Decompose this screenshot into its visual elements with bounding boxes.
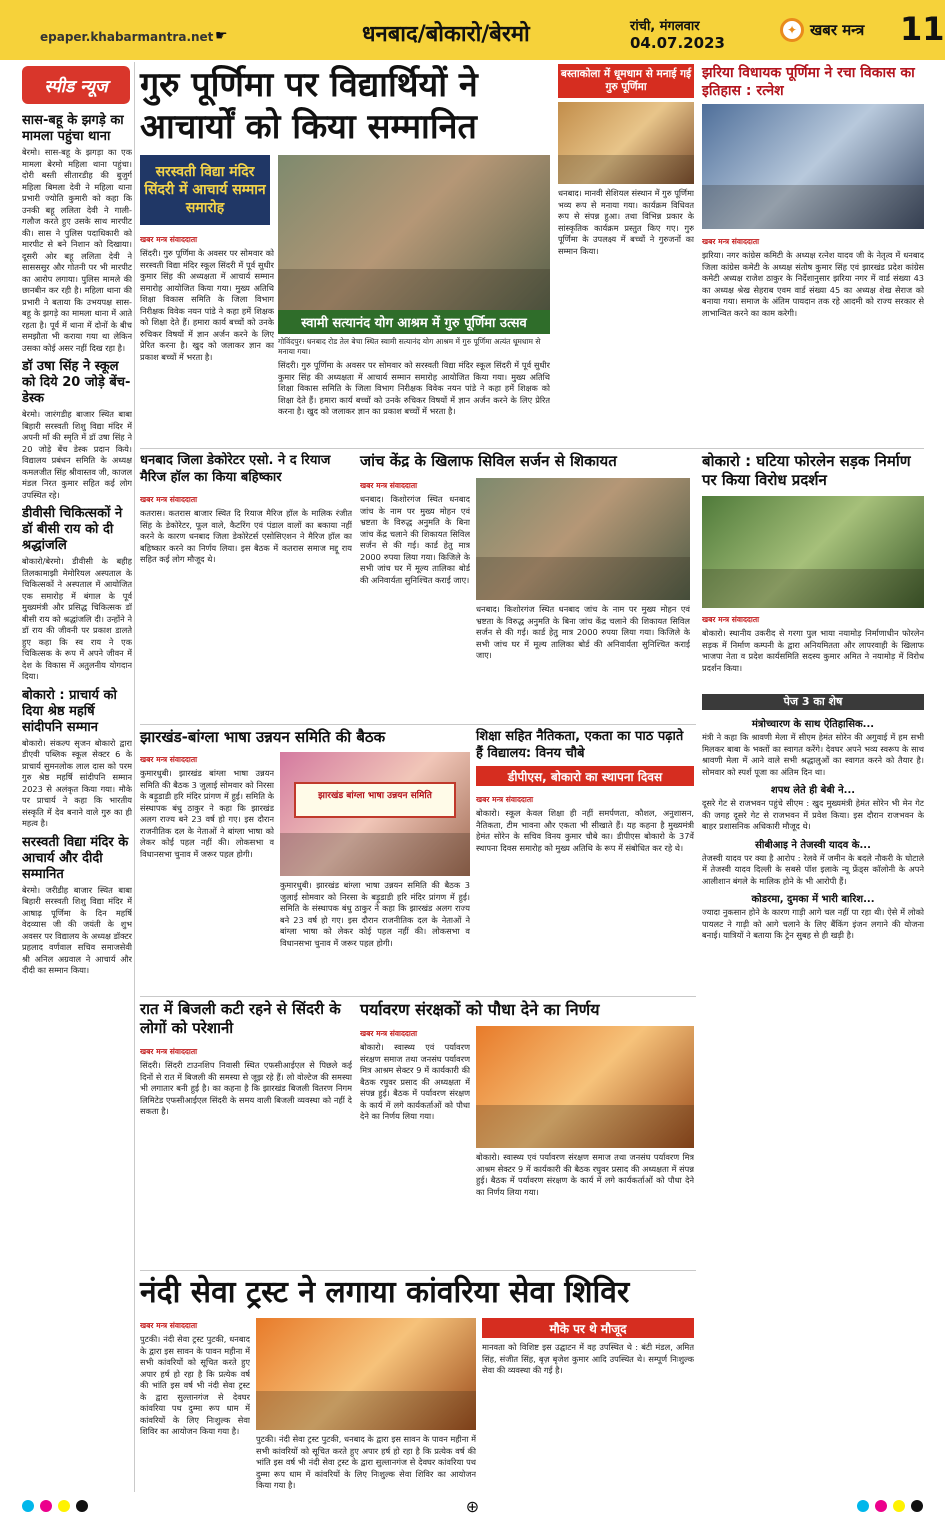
civil-column-2 [476,604,690,720]
crosshair-icon: ⊕ [465,1496,480,1516]
lead-byline: खबर मन्त्र संवाददाता [140,235,198,244]
cyan-mark-icon [857,1500,869,1512]
nandi-body-cont: पुटकी। नंदी सेवा ट्रस्ट पुटकी, धनबाद के द्वारा इस सावन के पावन महीना में सभी कांवरियों को सूचित करते हुए अपार हर्ष हो रहा है कि प्रत्येक वर्ष की भांति इस वर्ष भी नंदी सेवा ट्रस्ट के द्वारा सुल्तानगंज से देवघर कांवरिया पथ दुम्मा रूप धाम में कांवरियों के लिए निःशुल्क सेवा शिविर का आयोजन किया गया है। [256,1434,476,1490]
masthead-bar [0,0,945,60]
bastakola-body: धनबाद। मानवी सेशियल संस्थान में गुरु पूर्णिमा भव्य रूप से मनाया गया। कार्यक्रम विधिवत रूप से संपन्न हुआ। तथा विभिन्न प्रकार के सांस्कृतिक कार्यक्रम प्रस्तुत किए गए। गुरु पूर्णिमा के उपलक्ष्य में बच्चों ने गुरुजनों का सम्मान किया। [558,188,694,256]
paryavaran-body-cont: बोकारो। स्वास्थ्य एवं पर्यावरण संरक्षण समाज तथा जनसंघ पर्यावरण मित्र आश्रम सेक्टर 9 में कार्यकारी की बैठक रघुवर प्रसाद की अध्यक्षता में संपन्न हुई। बैठक में पर्यावरण संरक्षण के कार्य में लगे कार्यकर्ताओं को पौधा देने का निर्णय लिया गया। [476,1152,694,1197]
lead-headline: गुरु पूर्णिमा पर विद्यार्थियों ने आचार्यों को किया सम्मानित [140,65,478,147]
nandi-tag-column [482,1342,694,1490]
vinay-body: बोकारो। स्कूल केवल शिक्षा ही नहीं समर्पणता, कौशल, अनुशासन, नैतिकता, टीम भावना और एकता भी सीखाते हैं। यह कहना है मुख्यमंत्री हेमंत सोरेन के सचिव विनय कुमार चौबे का। डीपीएस बोकारो के 37वें स्थापना दिवस समारोह को मुख्य अतिथि के रूप में संबोधित कर रहे थे। [476,808,694,853]
civil-byline: खबर मन्त्र संवाददाता [360,481,418,490]
nandi-tag: मौके पर थे मौजूद [482,1318,694,1338]
black-mark-icon [76,1500,88,1512]
bangla-column [140,752,274,992]
cyan-mark-icon [22,1500,34,1512]
left-item-head: डॉ उषा सिंह ने स्कूल को दिये 20 जोड़े बेंच-डेस्क [22,359,131,406]
lead-photo-banner: स्वामी सत्यानंद योग आश्रम में गुरु पूर्णिमा उत्सव [278,310,550,334]
bokaro-road-photo [702,496,924,608]
page3-item-head: कोडरमा, दुमका में भारी बारिश... [751,894,875,905]
civil-column [360,478,470,720]
paryavaran-photo [476,1026,694,1148]
jharia-photo [702,104,924,229]
section-divider [140,448,924,449]
bangla-head: झारखंड-बांग्ला भाषा उन्नयन समिति की बैठक [140,728,386,746]
lead-body-column [140,232,274,442]
nandi-body: पुटकी। नंदी सेवा ट्रस्ट पुटकी, धनबाद के द्वारा इस सावन के पावन महीना में सभी कांवरियों को सूचित करते हुए अपार हर्ष हो रहा है कि प्रत्येक वर्ष की भांति इस वर्ष भी नंदी सेवा ट्रस्ट के द्वारा सुल्तानगंज से देवघर कांवरिया पथ दुम्मा रूप धाम में कांवरियों के लिए निःशुल्क सेवा शिविर का आयोजन किया गया है। [140,1334,250,1436]
bangla-body-cont: कुमारधुबी। झारखंड बांग्ला भाषा उन्नयन समिति की बैठक 3 जुलाई सोमवार को निरसा के बड़ूडाडी हरि मंदिर प्रांगण में हुई। समिति के संस्थापक बंधु ठाकुर ने कहा कि झारखंड अलग राज्य बने 23 वर्ष हो गए। इस दौरान राजनीतिक दल के नेताओं ने बांग्ला भाषा को लेकर कोई पहल नहीं की। लोकसभा व विधानसभा चुनाव में जरूर पहल होगी। [280,880,470,948]
vinay-byline: खबर मन्त्र संवाददाता [476,795,534,804]
column-divider [134,62,135,1492]
civil-body: धनबाद। किशोरगंज स्थित धनबाद जांच के नाम पर मुख्य मोहन एवं भ्रष्टता के विरुद्ध अनुमति के बिना जांच केंद्र चलाने की शिकायत सिविल सर्जन से की गई। कार्ड हेतु मात्र 2000 रुपया लिया गया। किजिले के सभी जांच घर में मूल्य तालिका बोर्ड की अनिवार्यता सुनिश्चित कराई जाए। [360,494,470,585]
paryavaran-body: बोकारो। स्वास्थ्य एवं पर्यावरण संरक्षण समाज तथा जनसंघ पर्यावरण मित्र आश्रम सेक्टर 9 में कार्यकारी की बैठक रघुवर प्रसाद की अध्यक्षता में संपन्न हुई। बैठक में पर्यावरण संरक्षण के कार्य में लगे कार्यकर्ताओं को पौधा देने का निर्णय लिया गया। [360,1042,470,1121]
nandi-tag-body: मानवता को विशिष्ट इस उद्घाटन में वह उपस्थित थे : बंटी मंडल, अमित सिंह, संजीत सिंह, बृज़ बृजेश कुमार आदि उपस्थित थे। सम्पूर्ण निःशुल्क सेवा की व्यवस्था की गई है। [482,1342,694,1375]
sindri-head: रात में बिजली कटी रहने से सिंदरी के लोगों को परेशानी [140,1000,341,1037]
left-item-head: सरस्वती विद्या मंदिर के आचार्य और दीदी सम्मानित [22,834,129,882]
jharia-body: झरिया। नगर कांग्रेस कमिटी के अध्यक्ष रत्नेश यादव जी के नेतृत्व में धनबाद जिला कांग्रेस कमेटी के अध्यक्ष संतोष कुमार सिंह एवं झारखंड प्रदेश कांग्रेस कमेटी अध्यक्ष राजेश ठाकुर के निर्देशानुसार झरिया नगर में वार्ड संख्या 43 का अध्यक्ष श्रेख सेहराब एवम वार्ड संख्या 45 का अध्यक्ष शेख सेराज को बनाया गया। समाज के अंतिम पायदान तक रहे आदमी को राज्य सरकार से लाभान्वित करने का काम करेगी। [702,250,924,318]
page3-item-head: शपथ लेते ही बेबी ने... [770,785,856,796]
lead-body-cont: सिंदरी। गुरु पूर्णिमा के अवसर पर सोमवार को सरस्वती विद्या मंदिर स्कूल सिंदरी में पूर्व सुधीर कुमार सिंह की अध्यक्षता में आचार्य सम्मान समारोह आयोजित किया गया। मुख्य अतिथि शिक्षा विकास समिति के जिला विभाग निरीक्षक विवेक नयन पांडे ने कहा हमें शिक्षक को शिक्षा देते हैं। हमारा कार्य बच्चों को उनके रुचिकर विषयों में ज्ञान अर्जन करने के लिए प्रेरित करना है। खुद को जलाकर ज्ञान का प्रकाश बच्चों में भरता है। [278,360,550,416]
vinay-column [476,792,694,992]
jharia-head: झरिया विधायक पूर्णिमा ने रचा विकास का इतिहास : रत्नेश [702,65,915,99]
bastakola-head: बस्ताकोला में धूमधाम से मनाई गई गुरु पूर्णिमा [558,64,694,98]
bokaro-road-column [702,612,924,688]
paryavaran-column-2 [476,1152,694,1266]
print-footer [0,1495,945,1517]
left-item-head: डीवीसी चिकित्सकों ने डॉ बीसी राय को दी श्रद्धांजलि [22,506,123,553]
page3-item-head: मंत्रोच्चारण के साथ ऐतिहासिक... [751,719,875,730]
left-item-body: बेरमो। जारंगडीह बाजार स्थित बाबा बिहारी सरस्वती शिशु विद्या मंदिर में अपनी माँ की स्मृति में डॉ उषा सिंह ने 20 जोड़े बेंच डेस्क प्रदान किये। विद्यालय प्रबंधन समिति के अध्यक्ष कमलजीत सिंह श्रीवास्तव जी, काजल मंडल निरत कुमार सहित कई लोग उपस्थित रहे। [22,409,132,500]
bokaro-road-head: बोकारो : घटिया फोरलेन सड़क निर्माण पर किया विरोध प्रदर्शन [702,452,911,489]
nandi-head: नंदी सेवा ट्रस्ट ने लगाया कांवरिया सेवा शिविर [140,1275,630,1310]
paryavaran-byline: खबर मन्त्र संवाददाता [360,1029,418,1038]
bangla-photo [280,752,470,876]
decorator-head: धनबाद जिला डेकोरेटर एसो. ने द रियाज मैरिज हॉल का किया बहिष्कार [140,453,331,485]
section-divider [140,996,696,997]
brand-logo [780,18,864,42]
cursor-icon: ☛ [215,28,228,44]
sindri-byline: खबर मन्त्र संवाददाता [140,1047,198,1056]
city-day: रांची, मंगलवार [630,19,700,34]
bangla-column-2 [280,880,470,992]
page3-column [702,712,924,1488]
edition-title: धनबाद/बोकारो/बेरमो [362,22,530,47]
paryavaran-column [360,1026,470,1266]
page3-item-body: दूसरे गेट से राजभवन पहुंचे सीएम : खुद मुख्यमंत्री हेमंत सोरेन भी मेन गेट की जगह दूसरे गेट से राजभवन में प्रवेश किया। इस दौरान राजभवन के बाहर प्रशासनिक अधिकारी मौजूद थे। [702,798,924,831]
bokaro-road-byline: खबर मन्त्र संवाददाता [702,615,760,624]
sindri-body: सिंदरी। सिंदरी टाउनशिप निवासी स्थित एफसीआईएल से पिछले कई दिनों से रात में बिजली की समस्या से जूझ रहे हैं। लो वोल्टेज की समस्या भी लगातार बनी हुई है। का कहना है कि झारखंड बिजली वितरण निगम लिमिटेड एफसीआईएल सिंदरी के समय वाली बिजली व्यवस्था को नहीं दे सकता है। [140,1060,352,1116]
page-number: 11 [900,10,945,48]
lead-tag: सरस्वती विद्या मंदिर सिंदरी में आचार्य सम्मान समारोह [140,155,270,225]
site-url[interactable]: epaper.khabarmantra.net [40,30,214,44]
jharia-column [702,234,924,444]
left-item-body: बोकारो/बेरमो। डीवीसी के बहीह तिलकामाझी मेमोरियल अस्पताल के चिकित्सकों ने अस्पताल में आयोजित एक समारोह में बंगाल के पूर्व मुख्यमंत्री और प्रसिद्ध चिकित्सक डॉ बीसी राय को श्रद्धांजलि दी। उन्होंने ने डॉ राय की जीवनी पर प्रकाश डालते हुए कहा कि स्व राय ने एक चिकित्सक के रूप में अपने जीवन में देश के विकास में अतुलनीय योगदान दिया। [22,556,132,681]
magenta-mark-icon [40,1500,52,1512]
left-item-body: बेरमो। जरीडीह बाजार स्थित बाबा बिहारी सरस्वती शिशु विद्या मंदिर में आषाढ़ पूर्णिमा के दिन महर्षि वेदव्यास जी की जयंती के शुभ अवसर पर विद्यालय के अध्यक्ष डॉक्टर प्रहलाद वर्णवाल सचिव समाजसेवी श्री अनिल अग्रवाल ने आचार्य और दीदी का सम्मान किया। [22,884,132,975]
left-item-body: बोकारो। संकल्प सृजन बोकारो द्वारा डीएवी पब्लिक स्कूल सेक्टर 6 के प्राचार्य सुमनलोक लाल दास को परम गुरु श्रेष्ठ महर्षि सांदीपनि सम्मान 2023 से अलंकृत किया गया। मौके पर प्राचार्य ने कहा कि भारतीय संस्कृति में देव बनाने वाले गुरु का ही महत्व है। [22,737,132,828]
bastakola-photo [558,102,694,184]
sindri-column [140,1044,352,1266]
civil-head: जांच केंद्र के खिलाफ सिविल सर्जन से शिकायत [360,452,617,470]
issue-date: 04.07.2023 [630,34,725,52]
section-divider [140,724,696,725]
left-item-body: बेरमो। सास-बहू के झगड़ा का एक मामला बेरमो महिला थाना पहुंचा। दोरी बस्ती सीतारडीह की बुजुर्ग महिला बिमला देवी ने महिला थाना प्रभारी ज्योति कुमारी को कहा कि उनकी बहू ललिता देवी ने गाली-गलौज करते हुए उसके साथ मारपीट की। सास ने पुलिस पदाधिकारी को मारपीट से बने निशान को दिखाया। दूसरी ओर बहू ललिता देवी ने सासससुर और गोतनी पर भी मारपीट का आरोप लगाया। पुलिस मामले की छानबीन कर रही है। महिला थाना की प्रभारी ने बताया कि उभयपक्ष सास-बहू के झगड़े का मामला थाना में आते रहता है। पूर्व में थाना में दोनों के बीच समझौता भी कराया गया था लेकिन उसका कोई असर नहीं दिख रहा है। [22,147,132,353]
civil-photo [476,478,690,600]
black-mark-icon [911,1500,923,1512]
page3-item-body: मंत्री ने कहा कि श्रावणी मेला में सीएम हेमंत सोरेन की अगुवाई में हम सभी मिलकर बाबा के भक्तों का स्वागत करेंगे। देवघर अपने भव्य स्वरूप के साथ श्रावणी मेला में आने वाले सभी श्रद्धालुओं का स्वागत करने को तैयार है। सोमवार को स्पर्श पूजा का अंतिम दिन था। [702,732,924,777]
decorator-body: कतरास। कतरास बाजार स्थित दि रियाज मैरिज हॉल के मालिक रंजीत सिंह के डेकोरेटर, फूल वाले, कैटरिंग एवं पंडाल वालों का बकाया नहीं करने के कारण धनबाद जिला डेकोरेटर्स एसोसिएशन ने मैरिज हॉल का बहिष्कार करने का निर्णय लिया। इस बैठक में कतरास समाज मद्दू राय सहित कई लोग मौजूद थे। [140,508,352,564]
page3-strip: पेज 3 का शेष [702,694,924,710]
nandi-photo [256,1318,476,1430]
bangla-banner-text: झारखंड बांग्ला भाषा उन्नयन समिति [294,782,456,818]
left-item-head: बोकारो : प्राचार्य को दिया श्रेष्ठ महर्षि सांदीपनि सम्मान [22,687,117,735]
yellow-mark-icon [58,1500,70,1512]
jharia-byline: खबर मन्त्र संवाददाता [702,237,760,246]
decorator-byline: खबर मन्त्र संवाददाता [140,495,198,504]
section-divider [140,1270,696,1271]
registration-marks-right [857,1500,923,1512]
yellow-mark-icon [893,1500,905,1512]
lead-body: सिंदरी। गुरु पूर्णिमा के अवसर पर सोमवार को सरस्वती विद्या मंदिर स्कूल सिंदरी में पूर्व सुधीर कुमार सिंह की अध्यक्षता में आचार्य सम्मान समारोह आयोजित किया गया। मुख्य अतिथि शिक्षा विकास समिति के जिला विभाग निरीक्षक विवेक नयन पांडे ने कहा हमें शिक्षक को शिक्षा देते हैं। हमारा कार्य बच्चों को उनके रुचिकर विषयों में ज्ञान अर्जन करने के लिए प्रेरित करना है। खुद को जलाकर ज्ञान का प्रकाश बच्चों में भरता है। [140,248,274,362]
bastakola-column [558,188,694,443]
brand-name: खबर मन्त्र [810,21,865,39]
bangla-body: कुमारधुबी। झारखंड बांग्ला भाषा उन्नयन समिति की बैठक 3 जुलाई सोमवार को निरसा के बड़ूडाडी हरि मंदिर प्रांगण में हुई। समिति के संस्थापक बंधु ठाकुर ने कहा कि झारखंड अलग राज्य बने 23 वर्ष हो गए। इस दौरान राजनीतिक दल के नेताओं ने बांग्ला भाषा को लेकर कोई पहल नहीं की। लोकसभा व विधानसभा चुनाव में जरूर पहल होगी। [140,768,274,859]
page3-item-body: तेजस्वी यादव पर क्या है आरोप : रेलवे में जमीन के बदले नौकरी के घोटाले में तेजस्वी यादव दिल्ली के सबसे पॉश इलाके न्यू फ्रेंड्स कॉलोनी के अपने आलीशान बंगले के मालिक होने के भी आरोपी हैं। [702,852,924,886]
left-item-head: सास-बहू के झगड़े का मामला पहुंचा थाना [22,113,124,144]
vinay-head: शिक्षा सहित नैतिकता, एकता का पाठ पढ़ाते हैं विद्यालय: विनय चौबे [476,729,684,761]
page3-item-body: ज्यादा नुकसान होने के कारण गाड़ी आगे चल नहीं पा रहा थी। ऐसे में लोको पायलट ने गाड़ी को आगे चलाने के लिए बैंकिंग इंजन लगाने की योजना बनाई। यात्रियों ने बताया कि ट्रेन सुबह से ही खड़ी है। [702,907,924,940]
registration-marks [22,1500,88,1512]
nandi-byline: खबर मन्त्र संवाददाता [140,1321,198,1330]
lead-photo [278,155,550,330]
nandi-column-2 [256,1434,476,1490]
lead-body-continued [278,360,550,445]
paryavaran-head: पर्यावरण संरक्षकों को पौधा देने का निर्णय [360,1000,600,1019]
decorator-column [140,492,352,720]
bangla-byline: खबर मन्त्र संवाददाता [140,755,198,764]
civil-body-cont: धनबाद। किशोरगंज स्थित धनबाद जांच के नाम पर मुख्य मोहन एवं भ्रष्टता के विरुद्ध अनुमति के बिना जांच केंद्र चलाने की शिकायत सिविल सर्जन से की गई। कार्ड हेतु मात्र 2000 रुपया लिया गया। किजिले के सभी जांच घर में मूल्य तालिका बोर्ड की अनिवार्यता सुनिश्चित कराई जाए। [476,604,690,660]
magenta-mark-icon [875,1500,887,1512]
bokaro-road-body: बोकारो। स्थानीय उकरीद से गरगा पुल भाया नयामोड़ निर्माणाधीन फोरलेन सड़क में निर्माण कम्पनी के द्वारा अनियमितता और लापरवाही के खिलाफ भाजपा नेता व प्रदेश कार्यसमिति सदस्य कुमार अमित ने नयामोड़ में विरोध प्रदर्शन किया। [702,628,924,673]
speed-news-badge: स्पीड न्यूज [22,66,130,104]
vinay-tag: डीपीएस, बोकारो का स्थापना दिवस [476,766,694,786]
brand-logo-icon: ✦ [780,18,804,42]
lead-photo-caption: गोविंदपुर। धनबाद रोड तेल बेचा स्थित स्वामी सत्यानंद योग आश्रम में गुरु पूर्णिमा अत्यंत धूमधाम से मनाया गया। [278,337,541,356]
left-news-column [22,108,132,1488]
nandi-column [140,1318,250,1490]
page3-item-head: सीबीआइ ने तेजस्वी यादव के... [755,839,871,851]
